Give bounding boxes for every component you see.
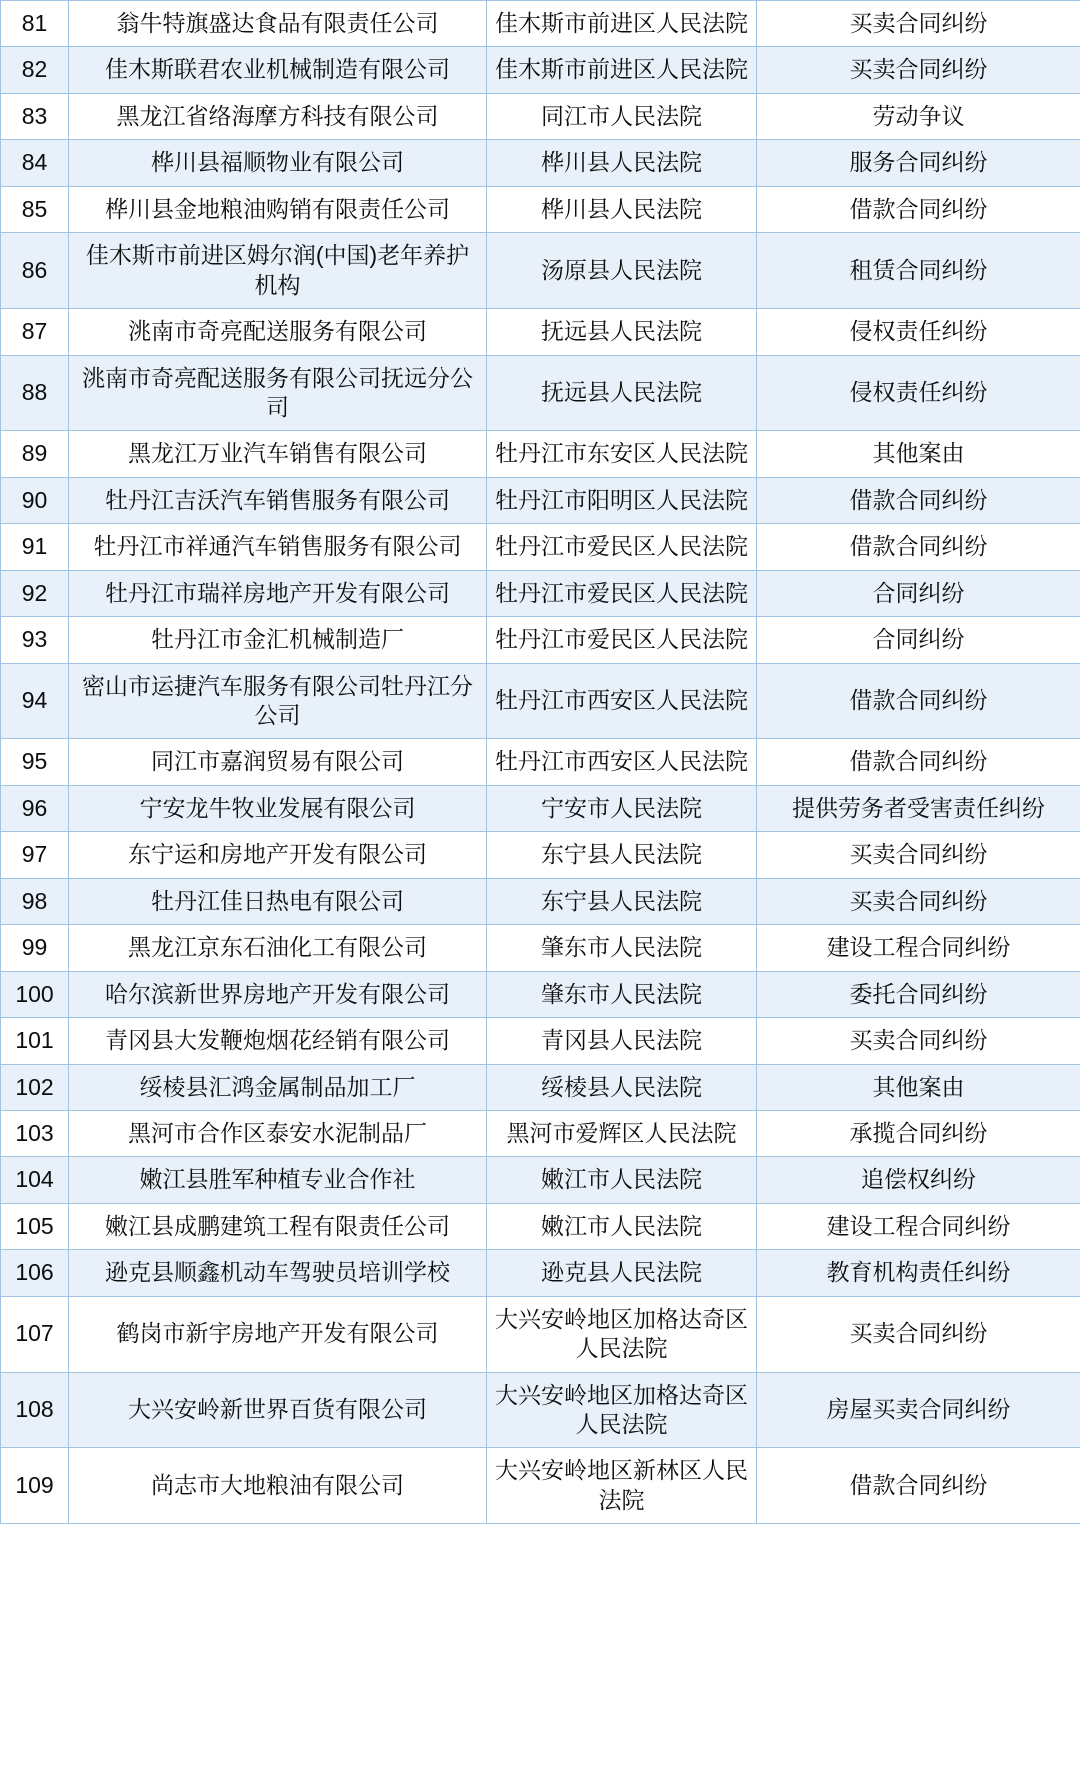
court-name-cell: 肇东市人民法院 [487, 925, 757, 971]
case-cause-cell: 教育机构责任纠纷 [757, 1250, 1080, 1296]
row-index-cell: 96 [1, 785, 69, 831]
court-name-cell: 大兴安岭地区新林区人民法院 [487, 1448, 757, 1524]
table-row [1, 1064, 1080, 1110]
court-name-cell: 青冈县人民法院 [487, 1018, 757, 1064]
court-name-cell: 黑河市爱辉区人民法院 [487, 1110, 757, 1156]
table-row [1, 355, 1080, 431]
case-cause-cell: 提供劳务者受害责任纠纷 [757, 785, 1080, 831]
table-row [1, 1203, 1080, 1249]
table-row [1, 93, 1080, 139]
table-row [1, 186, 1080, 232]
row-index-cell: 84 [1, 140, 69, 186]
company-name-cell: 桦川县金地粮油购销有限责任公司 [69, 186, 487, 232]
case-cause-cell: 买卖合同纠纷 [757, 832, 1080, 878]
company-name-cell: 洮南市奇亮配送服务有限公司抚远分公司 [69, 355, 487, 431]
company-name-cell: 洮南市奇亮配送服务有限公司 [69, 309, 487, 355]
court-name-cell: 桦川县人民法院 [487, 186, 757, 232]
case-cause-cell: 借款合同纠纷 [757, 186, 1080, 232]
court-name-cell: 同江市人民法院 [487, 93, 757, 139]
company-name-cell: 佳木斯联君农业机械制造有限公司 [69, 47, 487, 93]
case-cause-cell: 买卖合同纠纷 [757, 878, 1080, 924]
table-row [1, 971, 1080, 1017]
court-name-cell: 抚远县人民法院 [487, 355, 757, 431]
court-name-cell: 牡丹江市爱民区人民法院 [487, 524, 757, 570]
table-row [1, 1250, 1080, 1296]
court-name-cell: 绥棱县人民法院 [487, 1064, 757, 1110]
company-name-cell: 佳木斯市前进区姆尔润(中国)老年养护机构 [69, 233, 487, 309]
case-cause-cell: 承揽合同纠纷 [757, 1110, 1080, 1156]
row-index-cell: 89 [1, 431, 69, 477]
table-row [1, 1448, 1080, 1524]
company-name-cell: 嫩江县胜军种植专业合作社 [69, 1157, 487, 1203]
company-name-cell: 黑龙江万业汽车销售有限公司 [69, 431, 487, 477]
row-index-cell: 102 [1, 1064, 69, 1110]
court-name-cell: 佳木斯市前进区人民法院 [487, 47, 757, 93]
court-name-cell: 牡丹江市西安区人民法院 [487, 739, 757, 785]
case-cause-cell: 追偿权纠纷 [757, 1157, 1080, 1203]
company-name-cell: 嫩江县成鹏建筑工程有限责任公司 [69, 1203, 487, 1249]
court-name-cell: 牡丹江市爱民区人民法院 [487, 617, 757, 663]
court-name-cell: 宁安市人民法院 [487, 785, 757, 831]
case-cause-cell: 其他案由 [757, 1064, 1080, 1110]
court-name-cell: 逊克县人民法院 [487, 1250, 757, 1296]
case-cause-cell: 建设工程合同纠纷 [757, 925, 1080, 971]
row-index-cell: 106 [1, 1250, 69, 1296]
court-name-cell: 东宁县人民法院 [487, 878, 757, 924]
court-name-cell: 桦川县人民法院 [487, 140, 757, 186]
company-name-cell: 绥棱县汇鸿金属制品加工厂 [69, 1064, 487, 1110]
company-name-cell: 翁牛特旗盛达食品有限责任公司 [69, 1, 487, 47]
row-index-cell: 90 [1, 477, 69, 523]
row-index-cell: 103 [1, 1110, 69, 1156]
company-name-cell: 尚志市大地粮油有限公司 [69, 1448, 487, 1524]
case-cause-cell: 借款合同纠纷 [757, 477, 1080, 523]
court-name-cell: 佳木斯市前进区人民法院 [487, 1, 757, 47]
row-index-cell: 107 [1, 1296, 69, 1372]
row-index-cell: 99 [1, 925, 69, 971]
company-name-cell: 逊克县顺鑫机动车驾驶员培训学校 [69, 1250, 487, 1296]
table-row [1, 663, 1080, 739]
table-row [1, 233, 1080, 309]
company-name-cell: 黑龙江省络海摩方科技有限公司 [69, 93, 487, 139]
company-name-cell: 牡丹江市瑞祥房地产开发有限公司 [69, 570, 487, 616]
table-row [1, 1018, 1080, 1064]
court-name-cell: 大兴安岭地区加格达奇区人民法院 [487, 1372, 757, 1448]
case-cause-cell: 借款合同纠纷 [757, 739, 1080, 785]
table-row [1, 785, 1080, 831]
case-cause-cell: 租赁合同纠纷 [757, 233, 1080, 309]
row-index-cell: 83 [1, 93, 69, 139]
table-row [1, 878, 1080, 924]
court-name-cell: 大兴安岭地区加格达奇区人民法院 [487, 1296, 757, 1372]
row-index-cell: 85 [1, 186, 69, 232]
row-index-cell: 98 [1, 878, 69, 924]
row-index-cell: 95 [1, 739, 69, 785]
company-name-cell: 牡丹江市金汇机械制造厂 [69, 617, 487, 663]
row-index-cell: 91 [1, 524, 69, 570]
row-index-cell: 100 [1, 971, 69, 1017]
case-cause-cell: 买卖合同纠纷 [757, 47, 1080, 93]
court-name-cell: 牡丹江市西安区人民法院 [487, 663, 757, 739]
case-cause-cell: 买卖合同纠纷 [757, 1018, 1080, 1064]
company-name-cell: 牡丹江市祥通汽车销售服务有限公司 [69, 524, 487, 570]
company-name-cell: 黑河市合作区泰安水泥制品厂 [69, 1110, 487, 1156]
row-index-cell: 94 [1, 663, 69, 739]
row-index-cell: 87 [1, 309, 69, 355]
company-name-cell: 青冈县大发鞭炮烟花经销有限公司 [69, 1018, 487, 1064]
row-index-cell: 105 [1, 1203, 69, 1249]
case-cause-cell: 买卖合同纠纷 [757, 1, 1080, 47]
case-cause-cell: 买卖合同纠纷 [757, 1296, 1080, 1372]
table-row [1, 477, 1080, 523]
table-row [1, 617, 1080, 663]
table-row [1, 832, 1080, 878]
row-index-cell: 109 [1, 1448, 69, 1524]
row-index-cell: 108 [1, 1372, 69, 1448]
company-name-cell: 东宁运和房地产开发有限公司 [69, 832, 487, 878]
court-name-cell: 抚远县人民法院 [487, 309, 757, 355]
court-name-cell: 嫩江市人民法院 [487, 1157, 757, 1203]
company-name-cell: 密山市运捷汽车服务有限公司牡丹江分公司 [69, 663, 487, 739]
row-index-cell: 97 [1, 832, 69, 878]
case-cause-cell: 劳动争议 [757, 93, 1080, 139]
case-cause-cell: 借款合同纠纷 [757, 524, 1080, 570]
case-cause-cell: 合同纠纷 [757, 570, 1080, 616]
row-index-cell: 88 [1, 355, 69, 431]
case-cause-cell: 委托合同纠纷 [757, 971, 1080, 1017]
row-index-cell: 93 [1, 617, 69, 663]
company-name-cell: 宁安龙牛牧业发展有限公司 [69, 785, 487, 831]
case-cause-cell: 其他案由 [757, 431, 1080, 477]
case-cause-cell: 合同纠纷 [757, 617, 1080, 663]
table-row [1, 1296, 1080, 1372]
row-index-cell: 81 [1, 1, 69, 47]
company-name-cell: 牡丹江佳日热电有限公司 [69, 878, 487, 924]
table-row [1, 739, 1080, 785]
court-name-cell: 牡丹江市爱民区人民法院 [487, 570, 757, 616]
table-row [1, 925, 1080, 971]
table-row [1, 47, 1080, 93]
court-name-cell: 嫩江市人民法院 [487, 1203, 757, 1249]
case-cause-cell: 房屋买卖合同纠纷 [757, 1372, 1080, 1448]
row-index-cell: 92 [1, 570, 69, 616]
table-row [1, 140, 1080, 186]
table-row [1, 570, 1080, 616]
company-name-cell: 同江市嘉润贸易有限公司 [69, 739, 487, 785]
company-name-cell: 桦川县福顺物业有限公司 [69, 140, 487, 186]
case-cause-cell: 借款合同纠纷 [757, 663, 1080, 739]
table-row [1, 431, 1080, 477]
row-index-cell: 104 [1, 1157, 69, 1203]
table-row [1, 1157, 1080, 1203]
court-name-cell: 东宁县人民法院 [487, 832, 757, 878]
company-name-cell: 哈尔滨新世界房地产开发有限公司 [69, 971, 487, 1017]
table-row [1, 1372, 1080, 1448]
court-name-cell: 牡丹江市阳明区人民法院 [487, 477, 757, 523]
case-cause-cell: 借款合同纠纷 [757, 1448, 1080, 1524]
table-row [1, 309, 1080, 355]
company-name-cell: 鹤岗市新宇房地产开发有限公司 [69, 1296, 487, 1372]
court-name-cell: 肇东市人民法院 [487, 971, 757, 1017]
table-row [1, 524, 1080, 570]
table-row [1, 1110, 1080, 1156]
table-row [1, 1, 1080, 47]
court-name-cell: 汤原县人民法院 [487, 233, 757, 309]
case-list-body [1, 1, 1080, 1524]
case-cause-cell: 建设工程合同纠纷 [757, 1203, 1080, 1249]
company-name-cell: 牡丹江吉沃汽车销售服务有限公司 [69, 477, 487, 523]
case-cause-cell: 服务合同纠纷 [757, 140, 1080, 186]
row-index-cell: 82 [1, 47, 69, 93]
court-name-cell: 牡丹江市东安区人民法院 [487, 431, 757, 477]
row-index-cell: 101 [1, 1018, 69, 1064]
case-cause-cell: 侵权责任纠纷 [757, 355, 1080, 431]
row-index-cell: 86 [1, 233, 69, 309]
company-name-cell: 黑龙江京东石油化工有限公司 [69, 925, 487, 971]
case-cause-cell: 侵权责任纠纷 [757, 309, 1080, 355]
company-name-cell: 大兴安岭新世界百货有限公司 [69, 1372, 487, 1448]
